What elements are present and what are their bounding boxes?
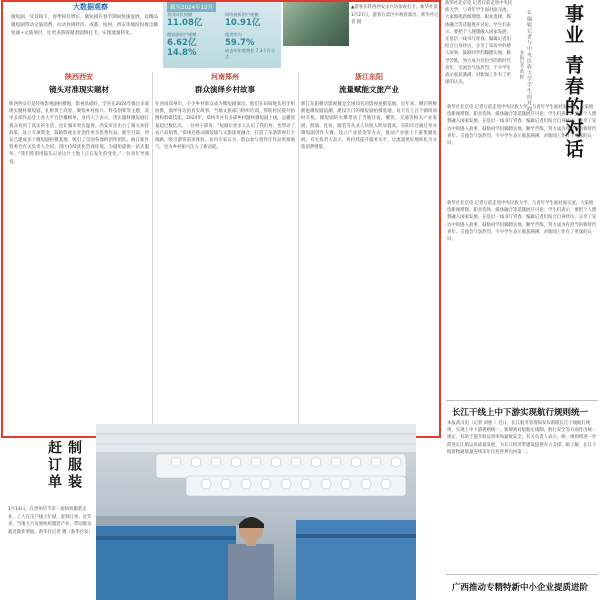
column-body: 陕西西安市是传统影视剧拍摄地，影视基础好。全省在2024年推出多部现实题材微短剧，扎根黄土高原，聚焦乡村振兴、科技创新等主题，其中多部作品登上各大平台热播榜单。业内人士表示，现实题材微短剧让观众看到了真实的生活，也让城市更有温度。西安市还出台了相关扶持政策，设立专项资金，鼓励影视企业创作更多优秀作品。截至目前，西安已建成多个微短剧拍摄基地，吸引了全国各地的创作团队。曲江新区管委会有关负责人介绍，园区持续优化营商环境，为剧组提供一站式服务。“我们希望用镜头记录这片土地上正在发生的变化。”一位青年导演说。 [9,102,149,165]
column-title: 镜头对准现实题材 [49,85,109,94]
right-intro: 新华社北京电 记者日前走进中央民族大学，与青年学生面对面交流。大家围绕新闻理想、职业选择、媒体融合等话题展开讨论。学生们表示，要把个人理想融入国家发展，在基层一线书写青春。编辑记者们结合自身经历，分享了采访中的感人故事，鼓励同学们脚踏实地、勤学苦练，努力成为有担当的新时代青年。交流会气氛热烈，不少学生表示收获满满，对新闻工作有了更深的认识。 [445,1,513,86]
photo-caption: ▲游客在陕西西安永兴坊参观打卡。新华社发 1月27日，游客在景区中观看演出。新华社记者 摄 [351,5,439,25]
divider [446,574,598,575]
stat-usage-rate: 使用率为 59.7% 较去年年底增长 7.3个百分点 [225,32,275,59]
lead-text: 微短剧，及其线下，春季间有增长，微短剧在春节期间快速发展，以精品微短剧带动文旅消费，拉动县域经济。成都、杭州、西安等地纷纷推出微短剧+文旅项目，让更多游客循着剧情打卡，实现流量转化。 [11,15,159,36]
stat-short-drama: 微短剧用户规模 6.62亿 14.8% [167,32,197,58]
column-title: 流量赋能文旅产业 [339,85,399,94]
right-body-continued: 新华社北京电 记者日前走进中央民族大学，与青年学生面对面交流。大家围绕新闻理想、职业选择、媒体融合等话题展开讨论。学生们表示，要把个人理想融入国家发展，在基层一线书写青春。编辑记者们结合自身经历，分享了采访中的感人故事，鼓励同学们脚踏实地、勤学苦练，努力成为有担当的新时代青年。交流会气氛热烈，不少学生表示收获满满，对新闻工作有了更深的认识。 [447,201,597,243]
column-dongyang [301,72,437,436]
subhead-vertical: 年编辑记者与中央民族大学学生面对面 [526,10,532,112]
column-city: 河南郑州 [211,73,239,81]
column-city: 浙江东阳 [355,73,383,81]
column-body: 浙江东阳横店影视城是全国知名的影视拍摄基地。近年来，横店积极拥抱微短剧浪潮，建设专门的微短剧拍摄基地，每天有上百个剧组同时开机。微短剧的火爆带动了当地住宿、餐饮、交通等相关产业发展，群演、化妆、服装等从业人员收入明显提高。东阳市还通过举办微短剧创作大赛、设立产业基金等方式，推动产业链上下游集聚发展。有关负责人表示，将持续提升服务水平，让流量更好地转化为文旅消费增量。 [301,102,437,151]
byline: 本报记者 黄 程 [519,50,524,80]
photo-title-2: 制服装 [66,440,82,491]
photo-title-1: 赶订单 [46,440,62,491]
news-title-yangtze: 长江干线上中下游实现航行规则统一 [452,408,589,418]
stats-panel [163,2,281,68]
section-tag: 大数据观察 [73,3,108,11]
tourism-photo [283,2,349,46]
factory-photo [96,424,416,600]
column-city: 陕西西安 [65,73,93,81]
stats-caption: 截至2024年12月 [167,2,216,12]
column-title: 群众演绎乡村故事 [195,85,255,94]
news-body-yangtze: 本报武汉电（记者 刘惠 ）近日，长江航务管理局发布新版长江干线航行规则，实现上中下游规则统一。新规则对船舶定线制、航行安全等方面作出统一规定，有助于提升航运效率和通航安全。有关负责人表示，统一规则将进一步促进长江航运高质量发展，为长江经济带建设提供有力支撑。据了解，长江干线货物通航量连续多年位居世界内河第一。 [447,421,597,455]
feature-box [1,0,441,438]
news-title-guangxi: 广西推动专精特新中小企业提质进阶 [452,583,589,593]
column-body: 在河南郑州市，不少乡村群众成为微短剧演员。他们在田间地头用手机拍摄，演绎身边的真实故事。当地文旅部门组织培训，帮助村民提升拍摄和剪辑技能。2024年，郑州市共有多部乡村题材微短剧上线，总播放量超过数亿次。一位村干部说：“短剧让更多人认识了我们村，也带动了农产品销售。”郑州还推动微短剧与文旅深度融合，打造了多条影视打卡线路，吸引游客前来体验。业内专家认为，群众参与创作让作品更接地气，也为乡村振兴注入了新动能。 [155,102,295,151]
right-body: 新华社北京电 记者日前走进中央民族大学，与青年学生面对面交流。大家围绕新闻理想、职业选择、媒体融合等话题展开讨论。学生们表示，要把个人理想融入国家发展，在基层一线书写青春。编辑记者们结合自身经历，分享了采访中的感人故事，鼓励同学们脚踏实地、勤学苦练，努力成为有担当的新时代青年。交流会气氛热烈，不少学生表示收获满满，对新闻工作有了更深的认识。 [447,105,597,147]
column-zhengzhou [155,72,295,436]
divider [446,400,598,401]
column-xian [9,72,149,436]
factory-scene [96,424,416,600]
stat-audiovisual: 网络视听用户规模 10.91亿 [225,12,261,28]
headline-vertical: 事业 青春的对话 [562,4,584,160]
stat-netizens: 我国网民规模 11.08亿 [167,12,203,28]
photo-caption-bottom: 1月14日，在贵州毕节市一家纺织服装企业，工人在生产线上忙碌，赶制订单。近年来，当地大力发展纺织服装产业，带动群众就近就业增收。新华社记者 摄（新华社发） [8,507,93,535]
